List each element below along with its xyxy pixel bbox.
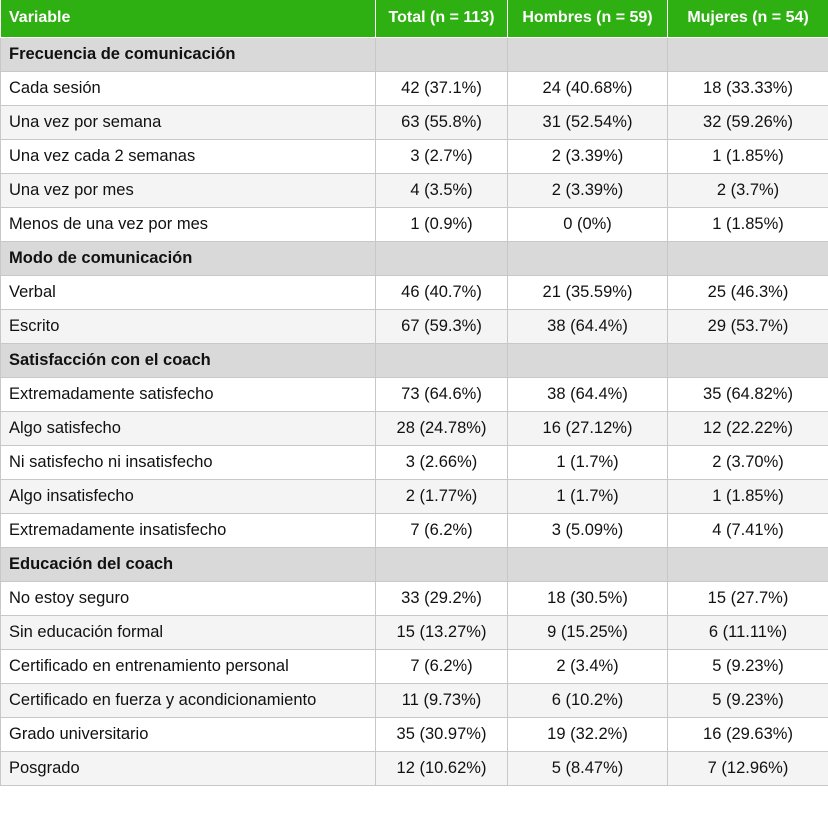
header-mujeres: Mujeres (n = 54) [668, 0, 828, 37]
cell-mujeres: 6 (11.11%) [668, 615, 828, 649]
cell-total: 63 (55.8%) [376, 105, 508, 139]
cell-hombres: 1 (1.7%) [508, 479, 668, 513]
cell-variable: Grado universitario [1, 717, 376, 751]
cell-mujeres: 5 (9.23%) [668, 683, 828, 717]
table-row [1, 173, 828, 207]
cell-variable: Algo satisfecho [1, 411, 376, 445]
table-row [1, 513, 828, 547]
section-empty-cell [376, 241, 508, 275]
cell-variable: Escrito [1, 309, 376, 343]
table-row [1, 615, 828, 649]
cell-hombres: 2 (3.4%) [508, 649, 668, 683]
header-hombres: Hombres (n = 59) [508, 0, 668, 37]
cell-total: 2 (1.77%) [376, 479, 508, 513]
cell-total: 4 (3.5%) [376, 173, 508, 207]
table-row [1, 411, 828, 445]
cell-mujeres: 35 (64.82%) [668, 377, 828, 411]
cell-hombres: 2 (3.39%) [508, 173, 668, 207]
section-title: Satisfacción con el coach [1, 343, 376, 377]
header-total: Total (n = 113) [376, 0, 508, 37]
cell-variable: Extremadamente satisfecho [1, 377, 376, 411]
table-row [1, 105, 828, 139]
section-empty-cell [668, 37, 828, 71]
section-empty-cell [508, 37, 668, 71]
section-row [1, 37, 828, 71]
cell-mujeres: 32 (59.26%) [668, 105, 828, 139]
table-row [1, 309, 828, 343]
cell-variable: Una vez cada 2 semanas [1, 139, 376, 173]
section-title: Modo de comunicación [1, 241, 376, 275]
table-row [1, 71, 828, 105]
cell-hombres: 19 (32.2%) [508, 717, 668, 751]
cell-total: 7 (6.2%) [376, 649, 508, 683]
cell-total: 28 (24.78%) [376, 411, 508, 445]
cell-hombres: 9 (15.25%) [508, 615, 668, 649]
cell-hombres: 2 (3.39%) [508, 139, 668, 173]
cell-hombres: 31 (52.54%) [508, 105, 668, 139]
cell-total: 1 (0.9%) [376, 207, 508, 241]
header-row [1, 0, 828, 37]
table-row [1, 275, 828, 309]
table-row [1, 139, 828, 173]
cell-hombres: 16 (27.12%) [508, 411, 668, 445]
cell-total: 15 (13.27%) [376, 615, 508, 649]
cell-mujeres: 1 (1.85%) [668, 139, 828, 173]
cell-total: 35 (30.97%) [376, 717, 508, 751]
cell-hombres: 3 (5.09%) [508, 513, 668, 547]
cell-total: 73 (64.6%) [376, 377, 508, 411]
cell-hombres: 6 (10.2%) [508, 683, 668, 717]
cell-total: 11 (9.73%) [376, 683, 508, 717]
table-row [1, 649, 828, 683]
cell-mujeres: 4 (7.41%) [668, 513, 828, 547]
cell-variable: No estoy seguro [1, 581, 376, 615]
section-empty-cell [668, 241, 828, 275]
cell-variable: Verbal [1, 275, 376, 309]
cell-variable: Certificado en fuerza y acondicionamiento [1, 683, 376, 717]
cell-total: 7 (6.2%) [376, 513, 508, 547]
cell-hombres: 38 (64.4%) [508, 309, 668, 343]
section-empty-cell [376, 37, 508, 71]
cell-mujeres: 1 (1.85%) [668, 207, 828, 241]
cell-mujeres: 7 (12.96%) [668, 751, 828, 785]
table-row [1, 683, 828, 717]
cell-hombres: 5 (8.47%) [508, 751, 668, 785]
header-variable: Variable [1, 0, 376, 37]
cell-total: 42 (37.1%) [376, 71, 508, 105]
cell-mujeres: 1 (1.85%) [668, 479, 828, 513]
cell-mujeres: 5 (9.23%) [668, 649, 828, 683]
cell-mujeres: 2 (3.70%) [668, 445, 828, 479]
section-empty-cell [508, 547, 668, 581]
section-empty-cell [508, 343, 668, 377]
cell-variable: Sin educación formal [1, 615, 376, 649]
cell-total: 46 (40.7%) [376, 275, 508, 309]
cell-mujeres: 18 (33.33%) [668, 71, 828, 105]
section-empty-cell [376, 343, 508, 377]
cell-hombres: 18 (30.5%) [508, 581, 668, 615]
cell-hombres: 1 (1.7%) [508, 445, 668, 479]
table-row [1, 751, 828, 785]
cell-variable: Extremadamente insatisfecho [1, 513, 376, 547]
table-row [1, 717, 828, 751]
cell-hombres: 21 (35.59%) [508, 275, 668, 309]
cell-mujeres: 29 (53.7%) [668, 309, 828, 343]
section-empty-cell [668, 343, 828, 377]
table-row [1, 445, 828, 479]
table-header [1, 0, 828, 37]
cell-variable: Ni satisfecho ni insatisfecho [1, 445, 376, 479]
cell-total: 67 (59.3%) [376, 309, 508, 343]
cell-total: 12 (10.62%) [376, 751, 508, 785]
cell-mujeres: 15 (27.7%) [668, 581, 828, 615]
section-row [1, 547, 828, 581]
cell-variable: Una vez por mes [1, 173, 376, 207]
cell-total: 3 (2.7%) [376, 139, 508, 173]
cell-variable: Posgrado [1, 751, 376, 785]
cell-total: 33 (29.2%) [376, 581, 508, 615]
section-row [1, 343, 828, 377]
cell-hombres: 38 (64.4%) [508, 377, 668, 411]
section-title: Educación del coach [1, 547, 376, 581]
cell-mujeres: 25 (46.3%) [668, 275, 828, 309]
section-empty-cell [508, 241, 668, 275]
section-row [1, 241, 828, 275]
section-empty-cell [376, 547, 508, 581]
section-empty-cell [668, 547, 828, 581]
table-row [1, 377, 828, 411]
table-row [1, 207, 828, 241]
cell-mujeres: 12 (22.22%) [668, 411, 828, 445]
cell-mujeres: 2 (3.7%) [668, 173, 828, 207]
cell-variable: Cada sesión [1, 71, 376, 105]
table-row [1, 479, 828, 513]
cell-mujeres: 16 (29.63%) [668, 717, 828, 751]
cell-variable: Una vez por semana [1, 105, 376, 139]
cell-variable: Menos de una vez por mes [1, 207, 376, 241]
cell-variable: Algo insatisfecho [1, 479, 376, 513]
section-title: Frecuencia de comunicación [1, 37, 376, 71]
cell-hombres: 0 (0%) [508, 207, 668, 241]
table-row [1, 581, 828, 615]
cell-hombres: 24 (40.68%) [508, 71, 668, 105]
cell-variable: Certificado en entrenamiento personal [1, 649, 376, 683]
cell-total: 3 (2.66%) [376, 445, 508, 479]
table-body [1, 37, 828, 785]
